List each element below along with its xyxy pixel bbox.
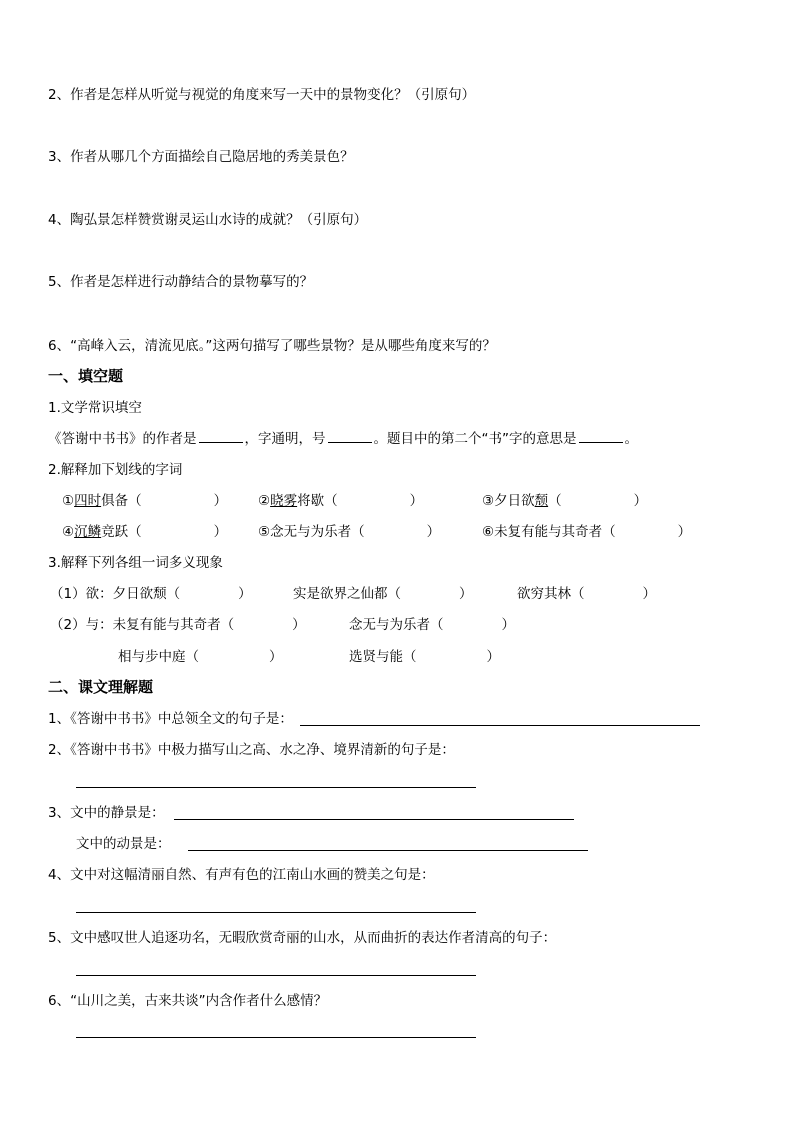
word-item-4: ④沉鳞竞跃（ ） bbox=[62, 524, 228, 540]
underlined-word: 四时 bbox=[74, 493, 102, 509]
underlined-word: 颓 bbox=[534, 493, 549, 509]
fill-text-d: 。 bbox=[624, 431, 638, 447]
answer-line-4[interactable] bbox=[76, 912, 476, 913]
word-item-2: ②晓雾将歇（ ） bbox=[258, 493, 424, 509]
poly-item-1: （1）欲：夕日欲颓（ ） bbox=[50, 586, 252, 602]
poly-item-4: （2）与：未复有能与其奇者（ ） bbox=[50, 617, 306, 633]
fill-text-c: 。题目中的第二个“书”字的意思是 bbox=[373, 431, 577, 447]
question-2: 2、作者是怎样从听觉与视觉的角度来写一天中的景物变化？（引原句） bbox=[48, 87, 476, 103]
poly-item-6: 相与步中庭（ ） bbox=[118, 649, 283, 665]
comprehension-item-2: 2、《答谢中书书》中极力描写山之高、水之净、境界清新的句子是： bbox=[48, 742, 455, 758]
fill-text-b: ，字通明，号 bbox=[244, 431, 326, 447]
section-1-title: 一、填空题 bbox=[48, 367, 124, 385]
comprehension-item-1: 1、《答谢中书书》中总领全文的句子是： bbox=[48, 711, 293, 727]
blank-alias[interactable] bbox=[328, 429, 372, 443]
underlined-word: 晓雾 bbox=[270, 493, 298, 509]
word-item-3: ③夕日欲颓（ ） bbox=[482, 493, 648, 509]
poly-item-3: 欲穷其林（ ） bbox=[517, 586, 656, 602]
comprehension-item-6: 6、“山川之美，古来共谈”内含作者什么感情？ bbox=[48, 993, 328, 1009]
answer-line-1[interactable] bbox=[300, 725, 700, 726]
blank-meaning[interactable] bbox=[579, 429, 623, 443]
answer-line-3b[interactable] bbox=[188, 850, 588, 851]
fill-text-a: 《答谢中书书》的作者是 bbox=[48, 431, 197, 447]
poly-item-7: 选贤与能（ ） bbox=[349, 649, 500, 665]
question-3: 3、作者从哪几个方面描绘自己隐居地的秀美景色？ bbox=[48, 149, 354, 165]
question-5: 5、作者是怎样进行动静结合的景物摹写的？ bbox=[48, 274, 314, 290]
answer-line-5[interactable] bbox=[76, 975, 476, 976]
fill-in-line bbox=[48, 429, 638, 448]
question-4: 4、陶弘景怎样赞赏谢灵运山水诗的成就？（引原句） bbox=[48, 212, 368, 228]
comprehension-item-5: 5、文中感叹世人追逐功名，无暇欣赏奇丽的山水，从而曲折的表达作者清高的句子： bbox=[48, 930, 557, 946]
blank-author[interactable] bbox=[199, 429, 243, 443]
answer-line-2[interactable] bbox=[76, 787, 476, 788]
word-item-5: ⑤念无与为乐者（ ） bbox=[258, 524, 441, 540]
question-6: 6、“高峰入云，清流见底。”这两句描写了哪些景物？是从哪些角度来写的？ bbox=[48, 338, 496, 354]
section-1-sub-3: 3.解释下列各组一词多义现象 bbox=[48, 555, 223, 571]
section-1-sub-1: 1.文学常识填空 bbox=[48, 400, 142, 416]
answer-line-6[interactable] bbox=[76, 1037, 476, 1038]
comprehension-item-4: 4、文中对这幅清丽自然、有声有色的江南山水画的赞美之句是： bbox=[48, 867, 435, 883]
comprehension-item-3b: 文中的动景是： bbox=[76, 836, 171, 852]
underlined-word: 沉鳞 bbox=[74, 524, 102, 540]
poly-item-2: 实是欲界之仙都（ ） bbox=[293, 586, 473, 602]
section-2-title: 二、课文理解题 bbox=[48, 678, 154, 696]
poly-item-5: 念无与为乐者（ ） bbox=[349, 617, 515, 633]
word-item-1: ①四时俱备（ ） bbox=[62, 493, 228, 509]
section-1-sub-2: 2.解释加下划线的字词 bbox=[48, 462, 183, 478]
answer-line-3[interactable] bbox=[174, 819, 574, 820]
comprehension-item-3: 3、文中的静景是： bbox=[48, 805, 165, 821]
word-item-6: ⑥未复有能与其奇者（ ） bbox=[482, 524, 692, 540]
